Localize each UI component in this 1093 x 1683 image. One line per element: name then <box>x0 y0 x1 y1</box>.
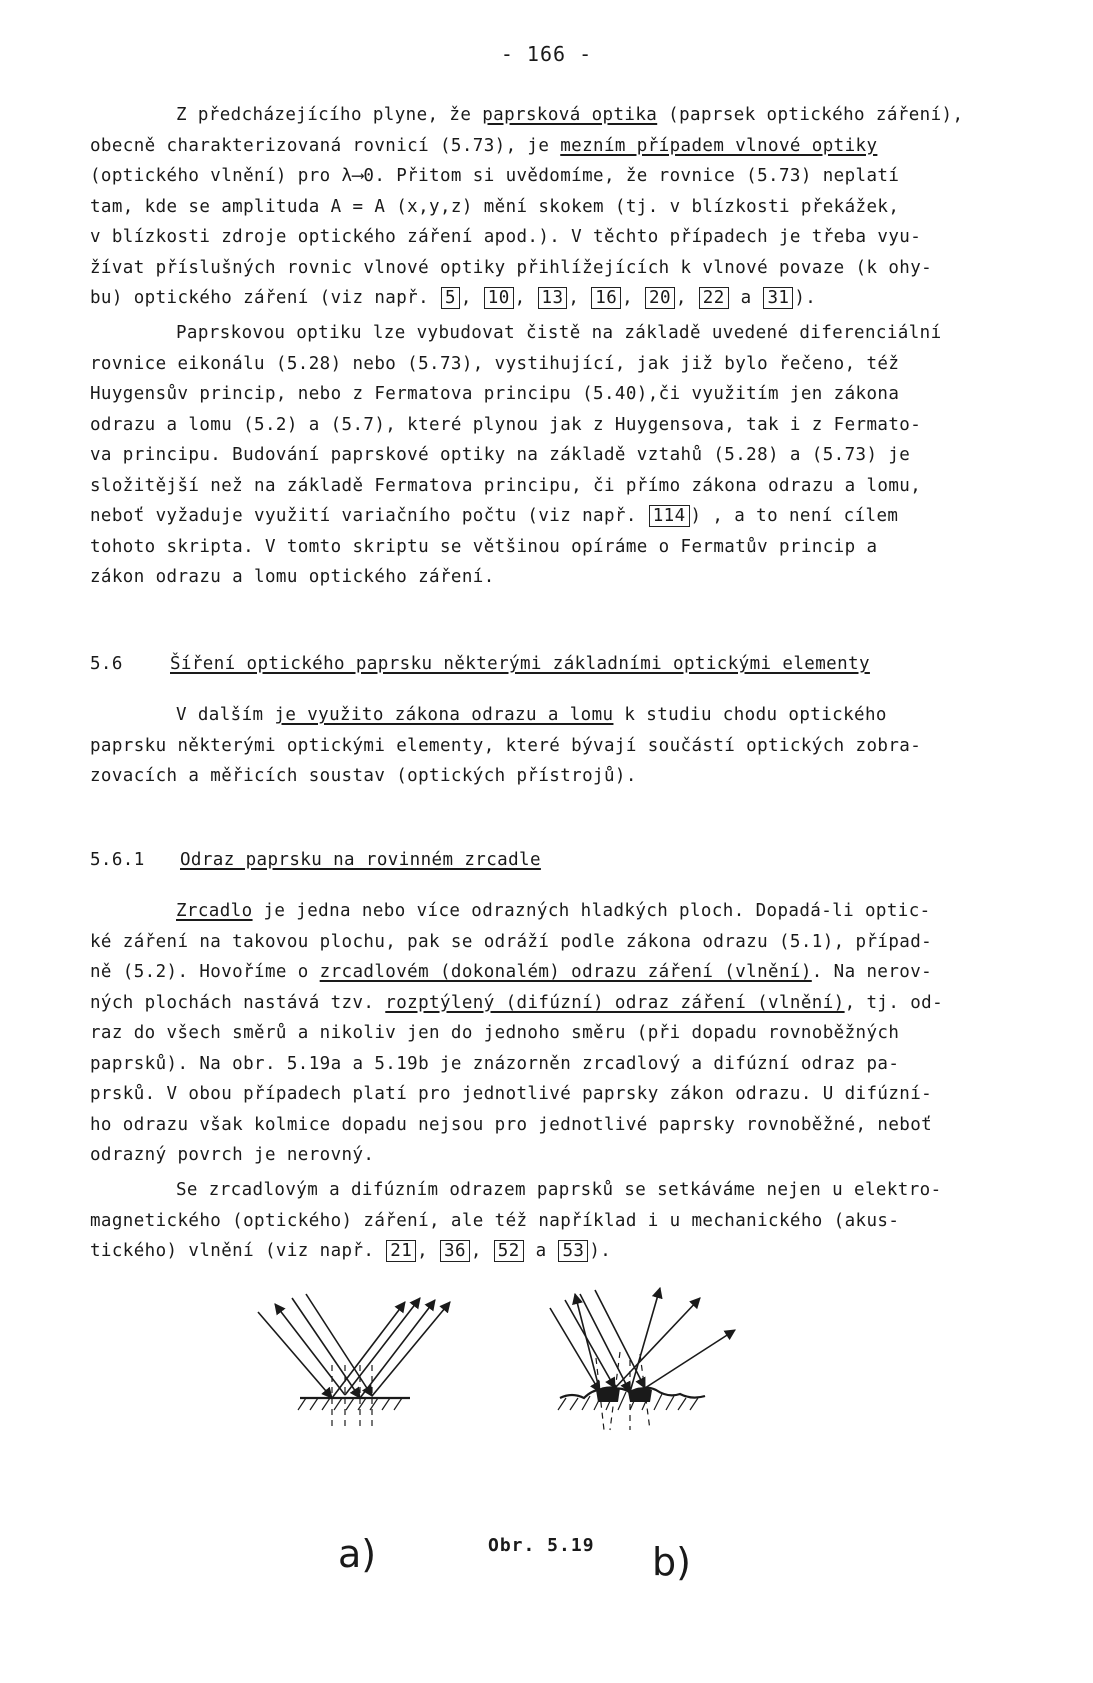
specular-reflection-a <box>258 1294 450 1430</box>
paragraph-1 <box>90 100 1050 314</box>
text-line: neboť vyžaduje využití variačního počtu (viz např. 114 ) , a to není cílem <box>90 506 899 526</box>
paragraph-2 <box>90 318 1050 593</box>
reference-box: 20 <box>645 287 675 309</box>
reference-box: 16 <box>591 287 621 309</box>
underlined-term: Zrcadlo <box>176 901 253 921</box>
section-heading <box>90 654 870 674</box>
text-line: v blízkosti zdroje optického záření apod.). V těchto případech je třeba vyu- <box>90 227 922 247</box>
reference-box: 10 <box>484 287 514 309</box>
text-line: V dalším je využito zákona odrazu a lomu k studiu chodu optického <box>176 705 887 725</box>
reference-box: 31 <box>763 287 793 309</box>
text-line: paprsku některými optickými elementy, které bývají součástí optických zobra- <box>90 735 922 756</box>
text-line: odrazu a lomu (5.2) a (5.7), které plynou jak z Huygensova, tak i z Fermato- <box>90 414 922 435</box>
text-line: Huygensův princip, nebo z Fermatova principu (5.40),či využitím jen zákona <box>90 384 900 404</box>
text-line: Se zrcadlovým a difúzním odrazem paprsků se setkáváme nejen u elektro- <box>176 1180 942 1200</box>
reference-box: 21 <box>386 1240 416 1262</box>
reference-box: 114 <box>649 505 690 527</box>
section-number: 5.6 <box>90 654 123 674</box>
figure-label-a: a) <box>338 1532 377 1576</box>
paragraph-4 <box>90 896 1050 1171</box>
text-line: (optického vlnění) pro λ⟶0. Přitom si uvědomíme, že rovnice (5.73) neplatí <box>90 166 900 186</box>
underlined-term: mezním případem vlnové optiky <box>560 135 878 156</box>
underlined-term: zrcadlovém (dokonalém) odrazu záření (vlnění) <box>319 962 812 982</box>
text-line: tohoto skripta. V tomto skriptu se většinou opíráme o Fermatův princip a <box>90 536 878 557</box>
text-line: složitější než na základě Fermatova principu, či přímo zákona odrazu a lomu, <box>90 475 922 496</box>
reference-box: 5 <box>441 287 460 309</box>
subsection-number: 5.6.1 <box>90 850 145 870</box>
figure-caption: Obr. 5.19 <box>488 1535 595 1556</box>
subsection-heading <box>90 850 541 870</box>
text-line: odrazný povrch je nerovný. <box>90 1145 375 1165</box>
text-line: tického) vlnění (viz např. 21 , 36 , 52 a 53 ). <box>90 1241 612 1261</box>
text-line: ně (5.2). Hovoříme o zrcadlovém (dokonalém) odrazu záření (vlnění). Na nerov- <box>90 962 933 982</box>
text-line: ných plochách nastává tzv. rozptýlený (difúzní) odraz záření (vlnění), tj. od- <box>90 992 944 1013</box>
figure-reflection-diagram <box>0 1280 1093 1640</box>
underlined-term: paprsková optika <box>482 105 658 125</box>
reference-box: 13 <box>538 287 568 309</box>
text-line: rovnice eikonálu (5.28) nebo (5.73), vystihující, jak již bylo řečeno, též <box>90 353 900 374</box>
text-line: ké záření na takovou plochu, pak se odráží podle zákona odrazu (5.1), případ- <box>90 931 933 952</box>
figure-label-b: b) <box>652 1540 691 1584</box>
text-line: tam, kde se amplituda A = A (x,y,z) mění skokem (tj. v blízkosti překážek, <box>90 196 900 217</box>
reference-box: 53 <box>558 1240 588 1262</box>
text-line: va principu. Budování paprskové optiky na základě vztahů (5.28) a (5.73) je <box>90 445 911 465</box>
reference-box: 36 <box>440 1240 470 1262</box>
text-line: Z předcházejícího plyne, že paprsková optika (paprsek optického záření), <box>176 105 964 125</box>
underlined-term: je využito zákona odrazu a lomu <box>274 705 614 725</box>
section-title: Šíření optického paprsku některými základními optickými elementy <box>170 654 870 674</box>
text-line: ho odrazu však kolmice dopadu nejsou pro jednotlivé paprsky rovnoběžné, neboť <box>90 1114 933 1135</box>
text-line: raz do všech směrů a nikoliv jen do jednoho směru (při dopadu rovnoběžných <box>90 1023 900 1043</box>
page-number: - 166 - <box>500 42 593 66</box>
text-line: žívat příslušných rovnic vlnové optiky přihlížejících k vlnové povaze (k ohy- <box>90 257 933 278</box>
text-line: bu) optického záření (viz např. 5 , 10 , 13 , 16 , 20 , 22 a 31 ). <box>90 288 817 308</box>
text-line: zovacích a měřicích soustav (optických přístrojů). <box>90 766 637 786</box>
text-line: paprsků). Na obr. 5.19a a 5.19b je znázorněn zrcadlový a difúzní odraz pa- <box>90 1053 900 1074</box>
reference-box: 22 <box>699 287 729 309</box>
paragraph-5 <box>90 1175 1050 1267</box>
text-line: prsků. V obou případech platí pro jednotlivé paprsky zákon odrazu. U difúzní- <box>90 1084 933 1104</box>
diffuse-reflection-b <box>550 1288 735 1430</box>
text-line: Zrcadlo je jedna nebo více odrazných hladkých ploch. Dopadá-li optic- <box>176 901 931 921</box>
text-line: obecně charakterizovaná rovnicí (5.73), je mezním případem vlnové optiky <box>90 135 878 156</box>
text-line: Paprskovou optiku lze vybudovat čistě na základě uvedené diferenciální <box>176 323 942 343</box>
underlined-term: rozptýlený (difúzní) odraz záření (vlnění) <box>385 992 845 1013</box>
reference-box: 52 <box>494 1240 524 1262</box>
text-line: zákon odrazu a lomu optického záření. <box>90 567 495 587</box>
text-line: magnetického (optického) záření, ale též například i u mechanického (akus- <box>90 1210 900 1231</box>
subsection-title: Odraz paprsku na rovinném zrcadle <box>180 850 541 870</box>
paragraph-3 <box>90 700 1050 792</box>
